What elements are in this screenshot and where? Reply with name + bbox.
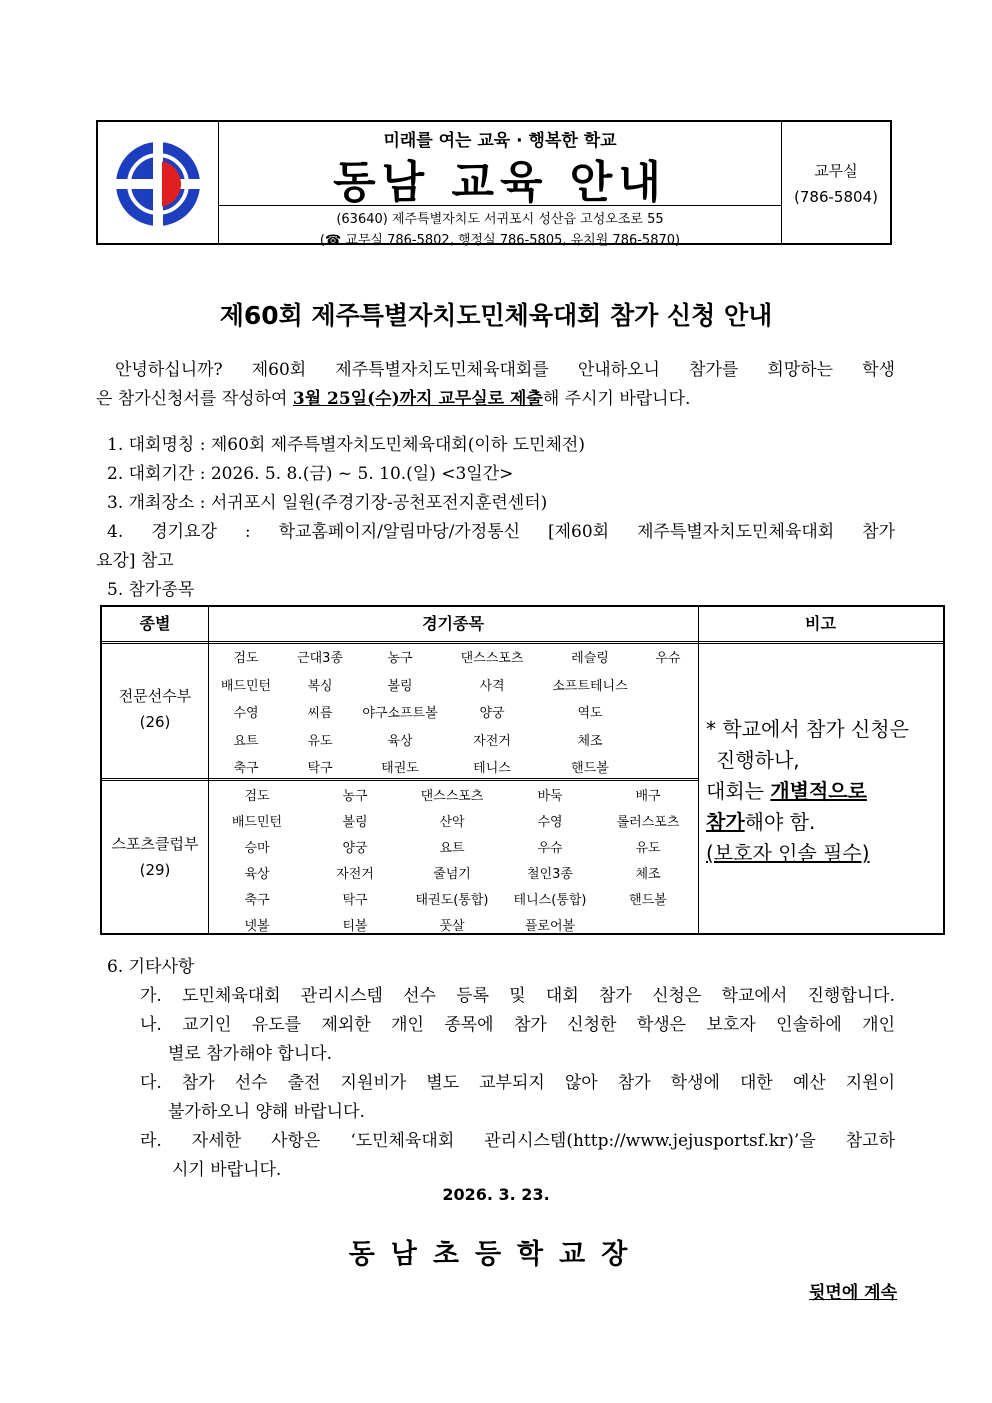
event-cell: 넷볼 (244, 919, 270, 934)
event-cell: 태권도 (381, 761, 419, 776)
remark-line-3 (706, 775, 867, 804)
item-event-period: 2. 대회기간 : 2026. 5. 8.(금) ~ 5. 10.(일) <3일간> (107, 464, 514, 484)
slogan: 미래를 여는 교육 · 행복한 학교 (383, 131, 617, 151)
event-cell: 승마 (244, 841, 270, 856)
event-cell: 유도 (635, 841, 661, 856)
event-cell: 축구 (233, 761, 259, 776)
event-cell: 농구 (342, 789, 368, 804)
event-cell: 자전거 (336, 867, 374, 882)
event-cell: 축구 (244, 893, 270, 908)
intro-text-end: 해 주시기 바랍니다. (542, 389, 691, 409)
deadline-highlight: 3월 25일(수)까지 교무실로 제출 (292, 389, 543, 409)
group-elite (102, 683, 208, 735)
event-cell: 사격 (479, 678, 505, 694)
group-elite-count: (26) (139, 713, 171, 731)
event-cell: 배구 (635, 789, 661, 804)
group-elite-name: 전문선수부 (118, 687, 192, 705)
remark-text-2: 해야 함. (744, 810, 816, 834)
etc-item-ra-cont: 시기 바랍니다. (172, 1160, 282, 1180)
event-cell: 농구 (387, 651, 413, 666)
event-cell: 줄넘기 (433, 867, 471, 882)
intro-text: 은 참가신청서를 작성하여 (96, 389, 293, 409)
school-address: (63640) 제주특별자치도 서귀포시 성산읍 고성오조로 55 (336, 212, 664, 227)
event-cell: 티볼 (342, 919, 368, 934)
event-cell: 볼링 (387, 678, 413, 694)
school-phones: (☎ 교무실 786-5802, 행정실 786-5805, 유치원 786-5870) (319, 233, 681, 248)
school-emblem-icon (98, 122, 218, 243)
event-cell: 양궁 (479, 706, 505, 721)
event-cell: 소프트테니스 (552, 678, 628, 694)
event-cell: 테니스 (473, 761, 511, 776)
remark-individual: 개별적으로 (770, 779, 867, 803)
event-cell: 요트 (233, 733, 259, 749)
newsletter-brand: 동남 교육 안내 (333, 157, 667, 208)
remark-participate: 참가 (706, 810, 745, 834)
event-cell: 육상 (244, 867, 270, 882)
event-cell: 테니스(통합) (513, 893, 587, 908)
event-cell: 근대3종 (297, 651, 343, 666)
event-cell: 유도 (307, 733, 333, 749)
item-event-name: 1. 대회명칭 : 제60회 제주특별자치도민체육대회(이하 도민체전) (107, 435, 585, 455)
table-header-category: 종별 (139, 614, 171, 633)
etc-item-da: 다. 참가 선수 출전 지원비가 별도 교부되지 않아 참가 학생에 대한 예산 지원이 (140, 1073, 895, 1093)
remark-line-2: 진행하나, (716, 748, 800, 772)
office-label: 교무실 (814, 162, 858, 180)
event-cell: 플로어볼 (524, 919, 576, 934)
event-cell: 요트 (439, 841, 465, 856)
item-guidelines: 4. 경기요강 : 학교홈페이지/알림마당/가정통신 [제60회 제주특별자치도민체육대회 참가 (107, 522, 895, 542)
item-event-venue: 3. 개최장소 : 서귀포시 일원(주경기장-공천포전지훈련센터) (107, 493, 548, 513)
event-cell: 수영 (233, 706, 259, 721)
table-header-remarks: 비고 (805, 614, 836, 633)
event-cell: 검도 (233, 651, 259, 666)
document-date: 2026. 3. 23. (442, 1185, 550, 1204)
event-cell: 검도 (244, 789, 270, 804)
school-header (96, 120, 892, 248)
group-club-name: 스포츠클럽부 (111, 835, 199, 853)
event-cell: 산악 (439, 815, 465, 830)
etc-item-ra: 라. 자세한 사항은 ‘도민체육대회 관리시스템(http://www.jejusportsf.kr)’을 참고하 (140, 1131, 895, 1151)
group-club (102, 831, 208, 883)
etc-item-na: 나. 교기인 유도를 제외한 개인 종목에 참가 신청한 학생은 보호자 인솔하에 개인 (140, 1015, 895, 1035)
remark-text: 대회는 (706, 779, 771, 803)
event-cell: 수영 (537, 815, 563, 830)
remark-line-4 (706, 806, 815, 835)
event-cell: 야구소프트볼 (362, 706, 438, 721)
event-cell: 체조 (577, 733, 603, 749)
event-cell: 양궁 (342, 841, 368, 856)
event-cell: 댄스스포츠 (420, 789, 484, 804)
event-cell: 바둑 (537, 789, 563, 804)
event-cell: 체조 (635, 867, 661, 882)
event-cell: 탁구 (307, 761, 333, 776)
group-club-count: (29) (139, 861, 171, 879)
remark-line-1: * 학교에서 참가 신청은 (706, 717, 909, 741)
event-cell: 철인3종 (527, 867, 573, 882)
page-title: 제60회 제주특별자치도민체육대회 참가 신청 안내 (219, 301, 773, 330)
event-cell: 역도 (577, 706, 603, 721)
event-cell: 태권도(통합) (415, 893, 489, 908)
event-cell: 우슈 (537, 841, 563, 856)
logo-cell (98, 122, 219, 243)
events-table (100, 605, 945, 935)
event-cell: 레슬링 (571, 651, 609, 666)
continued-note: 뒷면에 계속 (808, 1283, 897, 1303)
etc-heading: 6. 기타사항 (107, 957, 195, 977)
event-cell: 핸드볼 (571, 761, 609, 776)
office-phone: (786-5804) (794, 188, 878, 206)
principal-signature: 동남초등학교장 (348, 1239, 644, 1270)
event-cell: 탁구 (342, 893, 368, 908)
item-events-heading: 5. 참가종목 (107, 580, 195, 600)
event-cell: 복싱 (307, 678, 333, 694)
event-cell: 볼링 (342, 815, 368, 830)
header-center (218, 122, 782, 248)
event-cell: 자전거 (473, 733, 511, 749)
event-cell: 우슈 (655, 651, 681, 666)
event-cell: 배드민턴 (231, 815, 283, 830)
event-cell: 댄스스포츠 (460, 651, 524, 666)
event-cell: 핸드볼 (629, 893, 667, 908)
intro-line-1: 안녕하십니까? 제60회 제주특별자치도민체육대회를 안내하오니 참가를 희망하는 학생 (115, 360, 895, 380)
event-cell: 풋살 (439, 919, 465, 934)
event-cell: 육상 (387, 733, 413, 749)
event-cell: 씨름 (307, 706, 333, 721)
table-header-events: 경기종목 (422, 614, 484, 633)
remark-line-5: (보호자 인솔 필수) (706, 841, 870, 865)
etc-item-ga: 가. 도민체육대회 관리시스템 선수 등록 및 대회 참가 신청은 학교에서 진행합니다. (140, 986, 895, 1006)
event-cell: 배드민턴 (220, 678, 272, 694)
etc-item-da-cont: 불가하오니 양해 바랍니다. (168, 1102, 365, 1122)
event-cell: 롤러스포츠 (616, 815, 680, 830)
etc-item-na-cont: 별로 참가해야 합니다. (168, 1044, 333, 1064)
intro-line-2 (96, 384, 690, 409)
office-cell (781, 122, 890, 243)
item-guidelines-cont: 요강] 참고 (96, 551, 174, 571)
